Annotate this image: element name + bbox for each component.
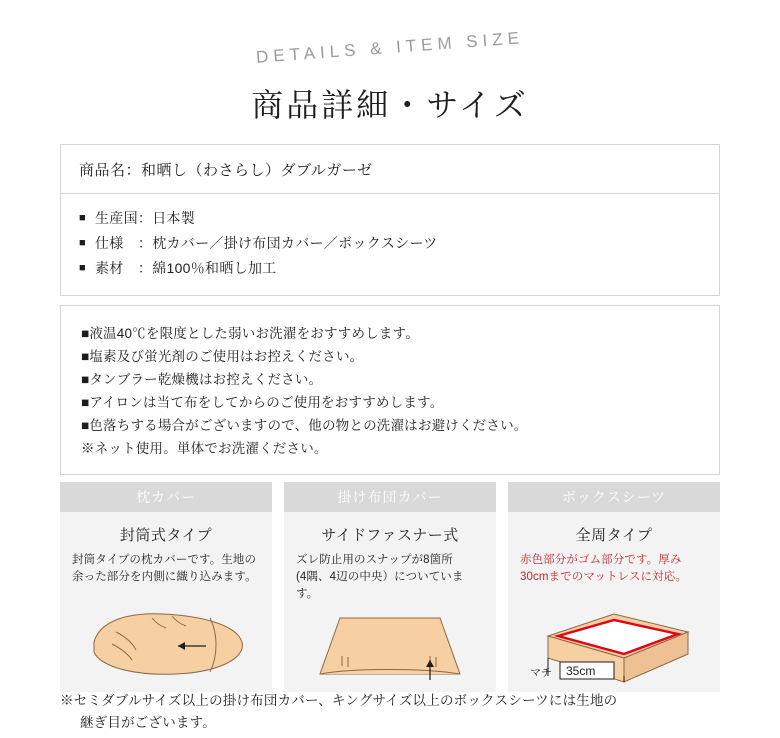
bullet-square-icon: ■ — [79, 212, 86, 224]
duvet-cover-illustration — [284, 596, 496, 688]
column-title: 封筒式タイプ — [119, 527, 213, 544]
spec-value: 日本製 — [152, 210, 196, 226]
spec-value: 綿100％和晒し加工 — [152, 260, 277, 276]
column-header: 掛け布団カバー — [284, 482, 496, 512]
spec-list — [61, 194, 719, 295]
column-description-line: 余った部分を内側に織り込みます。 — [72, 571, 257, 583]
column-duvet-cover — [284, 482, 496, 692]
care-line: ■タンブラー乾燥機はお控えください。 — [81, 372, 323, 387]
spec-row — [79, 231, 701, 256]
svg-text:35cm: 35cm — [566, 664, 596, 678]
column-box-sheet — [508, 482, 720, 692]
care-line: ■塩素及び蛍光剤のご使用はお控えください。 — [81, 349, 364, 364]
bullet-square-icon: ■ — [79, 262, 86, 274]
column-description-line: 封筒タイプの枕カバーです。生地の — [72, 554, 257, 566]
footnote-line-1: ※セミダブルサイズ以上の掛け布団カバー、キングサイズ以上のボックスシーツには生地の — [60, 693, 618, 708]
depth-callout — [530, 662, 614, 679]
product-type-columns — [60, 482, 720, 692]
spec-label: 生産国： — [95, 210, 153, 226]
column-header: ボックスシーツ — [508, 482, 720, 512]
column-header: 枕カバー — [60, 482, 272, 512]
pillowcase-illustration — [60, 596, 272, 688]
column-body — [508, 512, 720, 692]
column-body — [60, 512, 272, 692]
column-title: 全周タイプ — [575, 527, 653, 544]
product-name-line: 商品名：和晒し（わさらし）ダブルガーゼ — [61, 145, 719, 194]
footnote-line-2: 継ぎ目がございます。 — [80, 715, 216, 730]
box-sheet-illustration — [508, 596, 720, 688]
page-eyebrow: DETAILS & ITEM SIZE — [255, 28, 525, 67]
spec-value: 枕カバー／掛け布団カバー／ボックスシーツ — [152, 235, 438, 251]
column-title: サイドファスナー式 — [321, 527, 459, 544]
spec-box — [60, 144, 720, 296]
column-pillowcase — [60, 482, 272, 692]
column-description-line: 30cmまでのマットレスに対応。 — [520, 571, 687, 583]
spec-label: 素材 ： — [95, 260, 153, 276]
page-title: 商品詳細・サイズ — [251, 87, 529, 123]
spec-label: 仕様 ： — [95, 235, 153, 251]
column-body — [284, 512, 496, 692]
bullet-square-icon: ■ — [79, 237, 86, 249]
care-instructions-box — [60, 305, 720, 475]
care-line: ※ネット使用。単体でお洗濯ください。 — [81, 441, 328, 456]
column-description — [520, 552, 708, 586]
spec-row — [79, 256, 701, 281]
column-description-line: (4隅、4辺の中央）についています。 — [296, 571, 464, 600]
svg-text:マチ: マチ — [530, 667, 552, 679]
care-line: ■アイロンは当て布をしてからのご使用をおすすめします。 — [81, 395, 444, 410]
spec-row — [79, 206, 701, 231]
care-line: ■液温40℃を限度とした弱いお洗濯をおすすめします。 — [81, 326, 419, 341]
column-description-line: 赤色部分がゴム部分です。厚み — [520, 554, 682, 566]
column-description — [72, 552, 260, 586]
column-description-line: ズレ防止用のスナップが8箇所 — [296, 554, 453, 566]
care-line: ■色落ちする場合がございますので、他の物との洗濯はお避けください。 — [81, 418, 528, 433]
footnote — [60, 690, 740, 734]
